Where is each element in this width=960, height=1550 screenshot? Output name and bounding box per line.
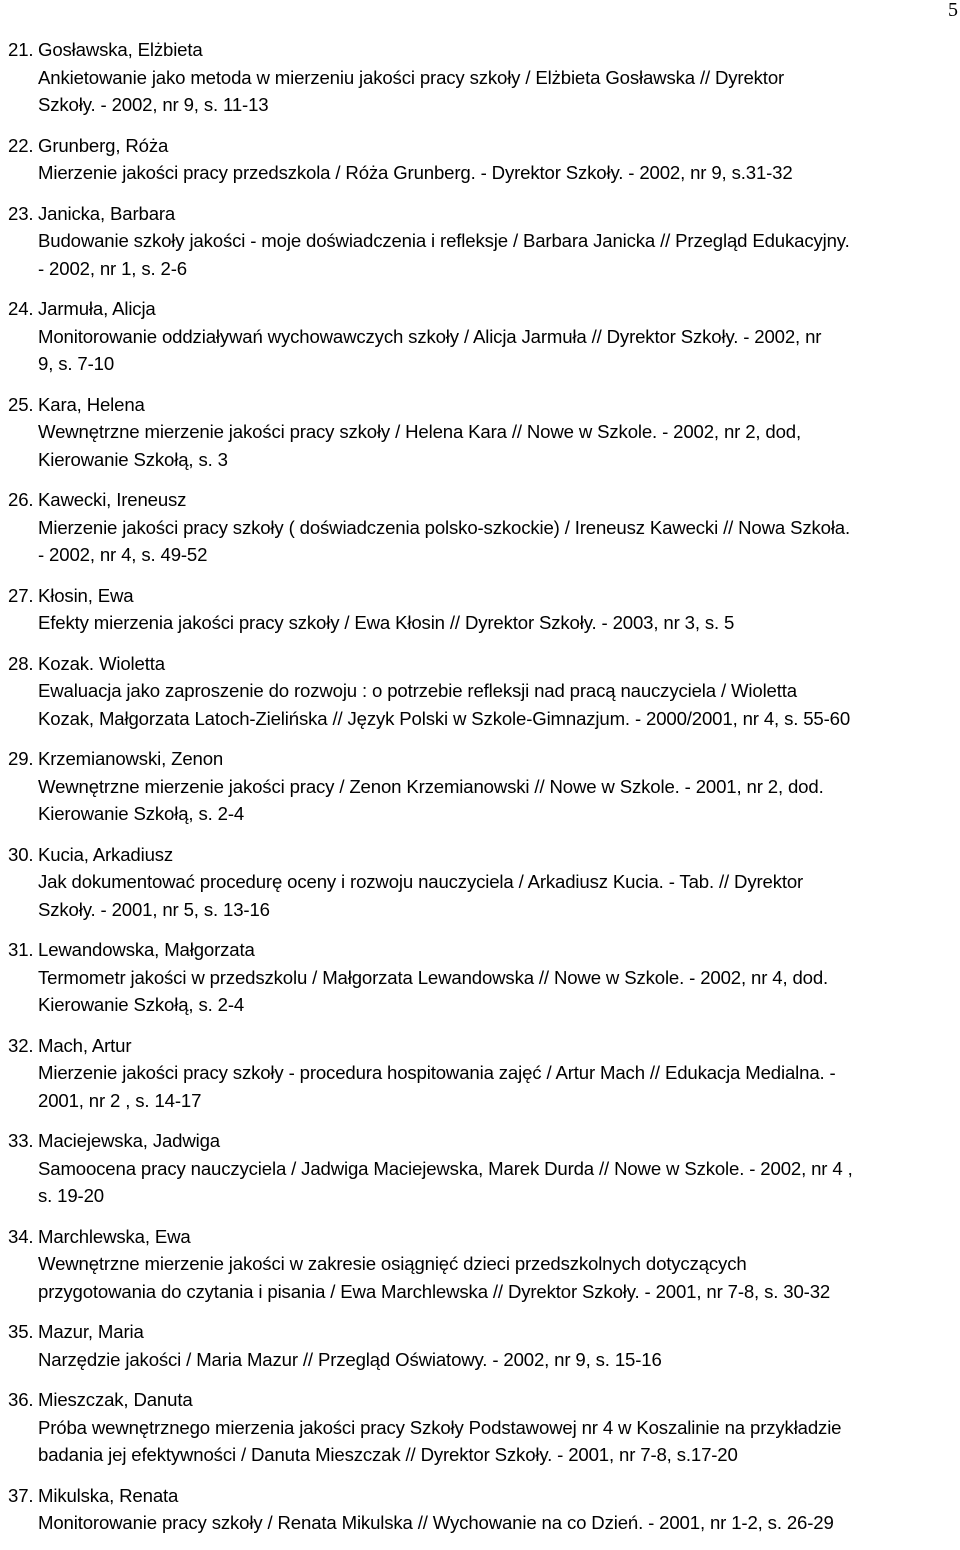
bibliography-entry xyxy=(0,132,960,187)
bibliography-entry xyxy=(0,1032,960,1115)
entry-description-line: Wewnętrzne mierzenie jakości pracy / Zenon Krzemianowski // Nowe w Szkole. - 2001, nr 2, dod. xyxy=(38,775,824,797)
bibliography-list xyxy=(0,36,960,1550)
entry-description-line: Kierowanie Szkołą, s. 2-4 xyxy=(38,994,245,1015)
entry-description-line: Samoocena pracy nauczyciela / Jadwiga Maciejewska, Marek Durda // Nowe w Szkole. - 2002, nr 4 , xyxy=(38,1157,853,1179)
bibliography-entry xyxy=(0,1386,960,1469)
page-number: 5 xyxy=(948,0,958,21)
entry-description-line: Mierzenie jakości pracy szkoły ( doświadczenia polsko-szkockie) / Ireneusz Kawecki // Nowa Szkoła. xyxy=(38,516,851,538)
entry-number: 32. xyxy=(8,1034,34,1056)
entry-author: Grunberg, Róża xyxy=(38,134,169,156)
entry-author: Gosławska, Elżbieta xyxy=(38,39,203,60)
bibliography-entry xyxy=(0,582,960,637)
entry-number: 33. xyxy=(8,1130,34,1151)
entry-number: 27. xyxy=(8,584,34,606)
entry-author: Kłosin, Ewa xyxy=(38,584,134,606)
entry-author: Kawecki, Ireneusz xyxy=(38,489,187,510)
entry-description-line: Kozak, Małgorzata Latoch-Zielińska // Język Polski w Szkole-Gimnazjum. - 2000/2001, nr 4, s. 55-60 xyxy=(38,707,851,729)
entry-author: Marchlewska, Ewa xyxy=(38,1225,191,1247)
entry-number: 34. xyxy=(8,1225,34,1247)
entry-description-line: Wewnętrzne mierzenie jakości w zakresie osiągnięć dzieci przedszkolnych dotyczących xyxy=(38,1253,747,1274)
entry-description-line: Termometr jakości w przedszkolu / Małgorzata Lewandowska // Nowe w Szkole. - 2002, nr 4, dod. xyxy=(38,966,829,988)
entry-author: Mikulska, Renata xyxy=(38,1484,179,1506)
entry-author: Maciejewska, Jadwiga xyxy=(38,1130,220,1151)
bibliography-entry xyxy=(0,391,960,474)
entry-number: 30. xyxy=(8,843,34,865)
bibliography-entry xyxy=(0,295,960,378)
entry-description-line: Narzędzie jakości / Maria Mazur // Przegląd Oświatowy. - 2002, nr 9, s. 15-16 xyxy=(38,1348,662,1370)
bibliography-entry xyxy=(0,36,960,119)
entry-author: Janicka, Barbara xyxy=(38,202,176,224)
entry-author: Jarmuła, Alicja xyxy=(38,298,156,319)
entry-description-line: Monitorowanie oddziaływań wychowawczych szkoły / Alicja Jarmuła // Dyrektor Szkoły. - 2002, nr xyxy=(38,325,822,347)
entry-description-line: Kierowanie Szkołą, s. 3 xyxy=(38,448,228,470)
bibliography-entry xyxy=(0,1223,960,1306)
entry-number: 21. xyxy=(8,39,34,60)
bibliography-entry xyxy=(0,841,960,924)
entry-author: Krzemianowski, Zenon xyxy=(38,748,224,769)
entry-number: 24. xyxy=(8,298,34,319)
entry-number: 22. xyxy=(8,134,34,156)
entry-number: 25. xyxy=(8,393,34,415)
entry-author: Lewandowska, Małgorzata xyxy=(38,939,255,960)
entry-number: 26. xyxy=(8,489,34,510)
entry-number: 29. xyxy=(8,748,34,769)
entry-description-line: Kierowanie Szkołą, s. 2-4 xyxy=(38,803,245,824)
entry-description-line: Próba wewnętrznego mierzenia jakości pracy Szkoły Podstawowej nr 4 w Koszalinie na przykładzie xyxy=(38,1416,842,1438)
entry-description-line: Szkoły. - 2001, nr 5, s. 13-16 xyxy=(38,898,270,920)
entry-author: Kucia, Arkadiusz xyxy=(38,843,174,865)
entry-number: 28. xyxy=(8,652,34,674)
entry-description-line: Mierzenie jakości pracy szkoły - procedura hospitowania zajęć / Artur Mach // Edukacja Medialna. - xyxy=(38,1062,836,1083)
entry-description-line: Wewnętrzne mierzenie jakości pracy szkoły / Helena Kara // Nowe w Szkole. - 2002, nr 2, dod, xyxy=(38,421,802,442)
bibliography-entry xyxy=(0,650,960,733)
entry-description-line: - 2002, nr 4, s. 49-52 xyxy=(38,544,208,565)
entry-number: 35. xyxy=(8,1321,34,1342)
entry-number: 36. xyxy=(8,1389,34,1410)
entry-number: 37. xyxy=(8,1484,34,1506)
bibliography-entry xyxy=(0,1127,960,1210)
entry-author: Kozak. Wioletta xyxy=(38,652,165,674)
entry-author: Mach, Artur xyxy=(38,1034,132,1056)
entry-number: 23. xyxy=(8,202,34,224)
entry-author: Mazur, Maria xyxy=(38,1321,144,1342)
entry-description-line: 9, s. 7-10 xyxy=(38,353,115,374)
bibliography-entry xyxy=(0,486,960,569)
entry-description-line: Budowanie szkoły jakości - moje doświadczenia i refleksje / Barbara Janicka // Przegląd Edukacyjny. xyxy=(38,230,850,251)
entry-description-line: Monitorowanie pracy szkoły / Renata Mikulska // Wychowanie na co Dzień. - 2001, nr 1-2, s. 26-29 xyxy=(38,1512,834,1533)
entry-description-line: Efekty mierzenia jakości pracy szkoły / Ewa Kłosin // Dyrektor Szkoły. - 2003, nr 3, s. 5 xyxy=(38,612,735,633)
entry-description-line: Ewaluacja jako zaproszenie do rozwoju : o potrzebie refleksji nad pracą nauczyciela / Wioletta xyxy=(38,680,797,701)
entry-description-line: - 2002, nr 1, s. 2-6 xyxy=(38,257,187,279)
entry-description-line: przygotowania do czytania i pisania / Ewa Marchlewska // Dyrektor Szkoły. - 2001, nr 7-8, s. 30-32 xyxy=(38,1280,831,1302)
entry-author: Mieszczak, Danuta xyxy=(38,1389,193,1410)
entry-description-line: Szkoły. - 2002, nr 9, s. 11-13 xyxy=(38,94,269,115)
entry-description-line: Mierzenie jakości pracy przedszkola / Róża Grunberg. - Dyrektor Szkoły. - 2002, nr 9, s.31-32 xyxy=(38,162,793,183)
bibliography-entry xyxy=(0,936,960,1019)
entry-number: 31. xyxy=(8,939,34,960)
bibliography-entry xyxy=(0,745,960,828)
entry-description-line: 2001, nr 2 , s. 14-17 xyxy=(38,1089,202,1111)
bibliography-entry xyxy=(0,200,960,283)
bibliography-entry xyxy=(0,1318,960,1373)
entry-description-line: Ankietowanie jako metoda w mierzeniu jakości pracy szkoły / Elżbieta Gosławska // Dyrektor xyxy=(38,66,785,88)
entry-author: Kara, Helena xyxy=(38,393,145,415)
entry-description-line: badania jej efektywności / Danuta Mieszczak // Dyrektor Szkoły. - 2001, nr 7-8, s.17-20 xyxy=(38,1444,738,1465)
entry-description-line: Jak dokumentować procedurę oceny i rozwoju nauczyciela / Arkadiusz Kucia. - Tab. // Dyrektor xyxy=(38,871,804,892)
bibliography-entry xyxy=(0,1482,960,1537)
entry-description-line: s. 19-20 xyxy=(38,1185,104,1206)
